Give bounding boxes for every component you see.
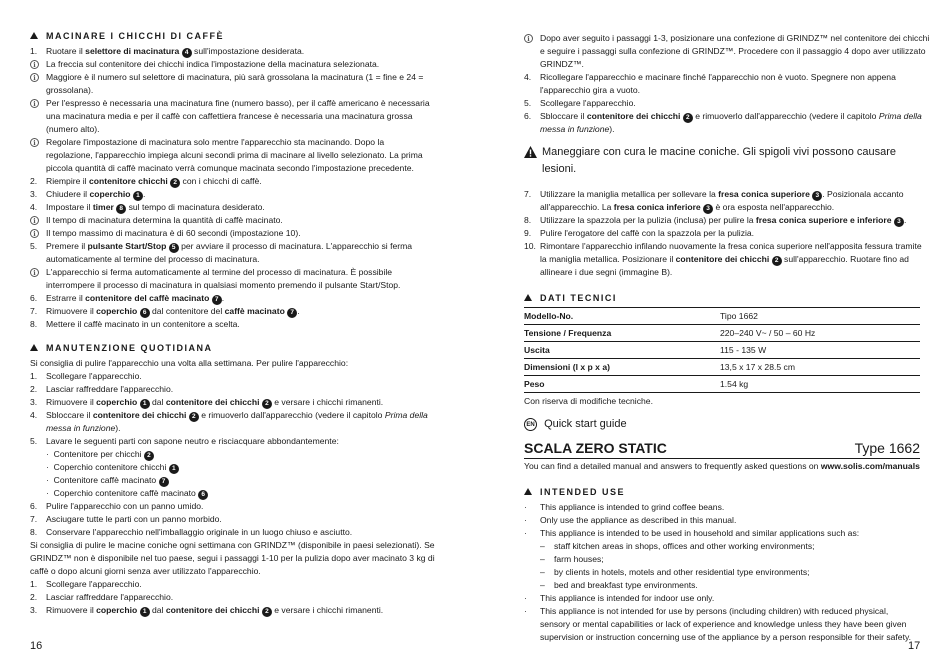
line-text: Rimontare l'apparecchio infilando nuovamente la fresa conica superiore nell'apposita fessura tramite <box>540 241 922 251</box>
line-text: Only use the appliance as described in this manual. <box>540 515 737 525</box>
line-text: Mettere il caffè macinato in un contenitore a scelta. <box>46 319 240 329</box>
line-text: Sbloccare il contenitore dei chicchi 2 e rimuoverlo dall'apparecchio (vedere il capitolo Prima della <box>540 111 922 121</box>
table-row <box>524 376 920 393</box>
spec-value: 1.54 kg <box>720 376 920 393</box>
table-row <box>524 342 920 359</box>
spec-value: 13,5 x 17 x 28.5 cm <box>720 359 920 376</box>
line-marker: 3. <box>30 605 38 615</box>
line-text: Scollegare l'apparecchio. <box>540 98 636 108</box>
line-text: Sbloccare il contenitore dei chicchi 2 e rimuoverlo dall'apparecchio (vedere il capitolo Prima della <box>46 410 428 420</box>
line-text: Il tempo massimo di macinatura è di 60 secondi (impostazione 10). <box>46 228 301 238</box>
line-text: · Coperchio contenitore chicchi 1 <box>46 461 179 474</box>
line-text: Dopo aver seguito i passaggi 1-3, posizionare una confezione di GRINDZ™ nel contenitore dei chicchi <box>540 33 930 43</box>
line-text: Rimuovere il coperchio 1 dal contenitore dei chicchi 2 e versare i chicchi rimanenti. <box>46 397 384 407</box>
line-marker: – <box>540 567 545 577</box>
line-text: · Contenitore per chicchi 2 <box>46 448 154 461</box>
line-text: Premere il pulsante Start/Stop 5 per avviare il processo di macinatura. L'apparecchio si ferma <box>46 241 413 251</box>
line-text: · Contenitore caffè macinato 7 <box>46 474 169 487</box>
line-text: Utilizzare la spazzola per la pulizia (inclusa) per pulire la fresa conica superiore e inferiore 3 . <box>540 215 907 225</box>
warning-triangle-icon <box>524 294 532 301</box>
line-marker: 5. <box>524 98 532 108</box>
quick-start-label: Quick start guide <box>544 418 627 430</box>
line-marker: · <box>524 606 527 616</box>
line-text: caffè o dopo alcuni giorni senza aver utilizzato l'apparecchio. <box>30 566 261 576</box>
warning-text: Maneggiare con cura le macine coniche. Gli spigoli vivi possono causare lesioni. <box>542 146 897 175</box>
line-marker: 4. <box>30 410 38 420</box>
line-text: Impostare il timer 8 sul tempo di macinatura desiderato. <box>46 202 265 212</box>
info-icon: i <box>30 71 44 84</box>
page-number-left: 16 <box>30 640 43 652</box>
info-icon: i <box>30 58 44 71</box>
line-text: Scollegare l'apparecchio. <box>46 579 142 589</box>
info-icon: i <box>524 32 538 45</box>
line-text: Ricollegare l'apparecchio e macinare finché l'apparecchio non è vuoto. Spegnere non appena <box>540 72 896 82</box>
line-text: piccola quantità di caffè macinato verrà comunque macinata secondo l'impostazione precedente. <box>46 163 414 173</box>
line-text: Lavare le seguenti parti con sapone neutro e risciacquare abbondantemente: <box>46 436 339 446</box>
line-text: messa in funzione). <box>540 124 615 134</box>
line-text: · Coperchio contenitore caffè macinato 6 <box>46 487 208 500</box>
line-text: Asciugare tutte le parti con un panno morbido. <box>46 514 222 524</box>
line-text: bed and breakfast type environments. <box>554 580 698 590</box>
line-text: Conservare l'apparecchio nell'imballaggio originale in un luogo chiuso e asciutto. <box>46 527 353 537</box>
line-text: This appliance is not intended for use by persons (including children) with reduced physical, <box>540 606 889 616</box>
line-text: Maggiore è il numero sul selettore di macinatura, più sarà grossolana la macinatura (1 = fine e 24 = <box>46 72 424 82</box>
line-text: Chiudere il coperchio 1 . <box>46 189 146 199</box>
line-text: Regolare l'impostazione di macinatura solo mentre l'apparecchio sta macinando. Dopo la <box>46 137 385 147</box>
line-marker: 4. <box>30 202 38 212</box>
line-marker: 4. <box>524 72 532 82</box>
line-text: Il tempo di macinatura determina la quantità di caffè macinato. <box>46 215 283 225</box>
spec-value: Tipo 1662 <box>720 308 920 325</box>
line-marker: – <box>540 580 545 590</box>
spec-label: Modello-No. <box>524 308 720 325</box>
line-text: l'apparecchio gira a vuoto. <box>540 85 641 95</box>
table-row <box>524 325 920 342</box>
info-icon: i <box>30 227 44 240</box>
line-marker: 10. <box>524 241 536 251</box>
line-text: Rimuovere il coperchio 6 dal contenitore del caffè macinato 7 . <box>46 306 300 316</box>
line-text: Si consiglia di pulire le macine coniche ogni settimana con GRINDZ™ (disponibile in paesi selezionati). Se <box>30 540 435 550</box>
line-text: una macinatura media e per il caffè con caffettiera francese è necessaria una macinatura grossa <box>46 111 413 121</box>
warning-triangle-icon <box>30 32 38 39</box>
line-marker: · <box>524 528 527 538</box>
line-text: L'apparecchio si ferma automaticamente al termine del processo di macinatura. È possibile <box>46 267 393 277</box>
spec-label: Uscita <box>524 342 720 359</box>
info-icon: i <box>30 214 44 227</box>
line-marker: 7. <box>524 189 532 199</box>
line-text: staff kitchen areas in shops, offices and other working environments; <box>554 541 815 551</box>
section-title: MANUTENZIONE QUOTIDIANA <box>46 343 213 353</box>
line-text: Scollegare l'apparecchio. <box>46 371 142 381</box>
info-icon: i <box>30 97 44 110</box>
line-marker: 1. <box>30 371 38 381</box>
line-marker: 3. <box>30 397 38 407</box>
language-badge-icon: EN <box>524 418 537 431</box>
line-marker: 1. <box>30 579 38 589</box>
line-marker: 3. <box>30 189 38 199</box>
spec-value: 220–240 V~ / 50 – 60 Hz <box>720 325 920 342</box>
warning-icon <box>524 146 537 158</box>
line-text: all'apparecchio. La fresa conica inferiore 3 è ora esposta nell'apparecchio. <box>540 202 835 212</box>
line-text: regolazione, l'apparecchio impiega alcuni secondi prima di macinare al livello selezionato. La prima <box>46 150 423 160</box>
line-marker: 6. <box>524 111 532 121</box>
line-text: Riempire il contenitore chicchi 2 con i chicchi di caffè. <box>46 176 262 186</box>
quick-start-heading <box>524 418 627 431</box>
line-marker: 8. <box>30 319 38 329</box>
line-marker: 6. <box>30 501 38 511</box>
product-title-bar <box>524 439 920 459</box>
product-title: SCALA ZERO STATIC <box>524 440 667 456</box>
info-icon: i <box>30 136 44 149</box>
line-marker: – <box>540 554 545 564</box>
line-marker: 6. <box>30 293 38 303</box>
section-heading-maintenance <box>30 343 213 353</box>
line-text: Pulire l'erogatore del caffè con la spazzola per la pulizia. <box>540 228 755 238</box>
line-text: Per l'espresso è necessaria una macinatura fine (numero basso), per il caffè americano è necessaria <box>46 98 430 108</box>
line-marker: 2. <box>30 384 38 394</box>
line-marker: · <box>524 593 527 603</box>
line-text: This appliance is intended to be used in household and similar applications such as: <box>540 528 860 538</box>
page-number-right: 17 <box>908 640 921 652</box>
line-marker: 5. <box>30 241 38 251</box>
line-text: automaticamente al termine del processo di macinatura. <box>46 254 260 264</box>
section-heading-intended-use <box>524 487 625 497</box>
line-marker: 2. <box>30 176 38 186</box>
line-text: Pulire l'apparecchio con un panno umido. <box>46 501 204 511</box>
spec-label: Tensione / Frequenza <box>524 325 720 342</box>
line-marker: 7. <box>30 306 38 316</box>
line-marker: 8. <box>30 527 38 537</box>
warning-triangle-icon <box>524 488 532 495</box>
line-text: (numero alto). <box>46 124 100 134</box>
spec-label: Peso <box>524 376 720 393</box>
line-text: Lasciar raffreddare l'apparecchio. <box>46 592 174 602</box>
line-marker: 2. <box>30 592 38 602</box>
line-text: la maniglia metallica. Posizionare il contenitore dei chicchi 2 sull'apparecchio. Ruotare fino ad <box>540 254 909 264</box>
warning-triangle-icon <box>30 344 38 351</box>
line-text: allineare i due segni (immagine B). <box>540 267 673 277</box>
line-text: Rimuovere il coperchio 1 dal contenitore dei chicchi 2 e versare i chicchi rimanenti. <box>46 605 384 615</box>
line-marker: 8. <box>524 215 532 225</box>
line-text: sensory or mental capabilities or lack of experience and knowledge unless they have been given <box>540 619 907 629</box>
product-type: Type 1662 <box>854 440 920 456</box>
line-text: Lasciar raffreddare l'apparecchio. <box>46 384 174 394</box>
line-text: e seguire i passaggi sulla confezione di GRINDZ™. Procedere con il passaggio 4 dopo aver utilizzato <box>540 46 926 56</box>
line-text: GRINDZ™. <box>540 59 584 69</box>
line-marker: · <box>524 502 527 512</box>
line-text: interrompere il processo di macinatura in qualsiasi momento premendo il pulsante Start/Stop. <box>46 280 401 290</box>
line-marker: 1. <box>30 46 38 56</box>
line-text: This appliance is intended to grind coffee beans. <box>540 502 725 512</box>
spec-value: 115 - 135 W <box>720 342 920 359</box>
line-marker: 9. <box>524 228 532 238</box>
line-text: Ruotare il selettore di macinatura 4 sull'impostazione desiderata. <box>46 46 305 56</box>
info-icon: i <box>30 266 44 279</box>
line-marker: 7. <box>30 514 38 524</box>
line-text: farm houses; <box>554 554 604 564</box>
section-title: DATI TECNICI <box>540 293 617 303</box>
line-marker: – <box>540 541 545 551</box>
line-text: Estrarre il contenitore del caffè macinato 7 . <box>46 293 225 303</box>
table-row <box>524 308 920 325</box>
tech-data-table <box>524 307 920 393</box>
table-row <box>524 359 920 376</box>
line-text: La freccia sul contenitore dei chicchi indica l'impostazione della macinatura selezionata. <box>46 59 380 69</box>
line-text: supervision or instruction concerning use of the appliance by a person responsible for their safety. <box>540 632 912 642</box>
line-text: GRINDZ™ non è disponibile nel tuo paese, segui i passaggi 1-10 per la pulizia dopo aver macinato 3 kg di <box>30 553 435 563</box>
section-heading-grinding <box>30 31 224 41</box>
section-title: INTENDED USE <box>540 487 626 497</box>
line-text: messa in funzione). <box>46 423 121 433</box>
line-text: Si consiglia di pulire l'apparecchio una volta alla settimana. Per pulire l'apparecchio: <box>30 358 349 368</box>
line-marker: · <box>524 515 527 525</box>
spec-label: Dimensioni (l x p x a) <box>524 359 720 376</box>
line-marker: 5. <box>30 436 38 446</box>
line-text: This appliance is intended for indoor use only. <box>540 593 715 603</box>
line-text: by clients in hotels, motels and other residential type environments; <box>554 567 810 577</box>
section-heading-tech-data <box>524 293 617 303</box>
line-text: grossolana). <box>46 85 94 95</box>
section-title: MACINARE I CHICCHI DI CAFFÈ <box>46 31 224 41</box>
line-text: Utilizzare la maniglia metallica per sollevare la fresa conica superiore 3 . Posizionala accanto <box>540 189 904 199</box>
manuals-link[interactable]: www.solis.com/manuals <box>820 461 920 471</box>
